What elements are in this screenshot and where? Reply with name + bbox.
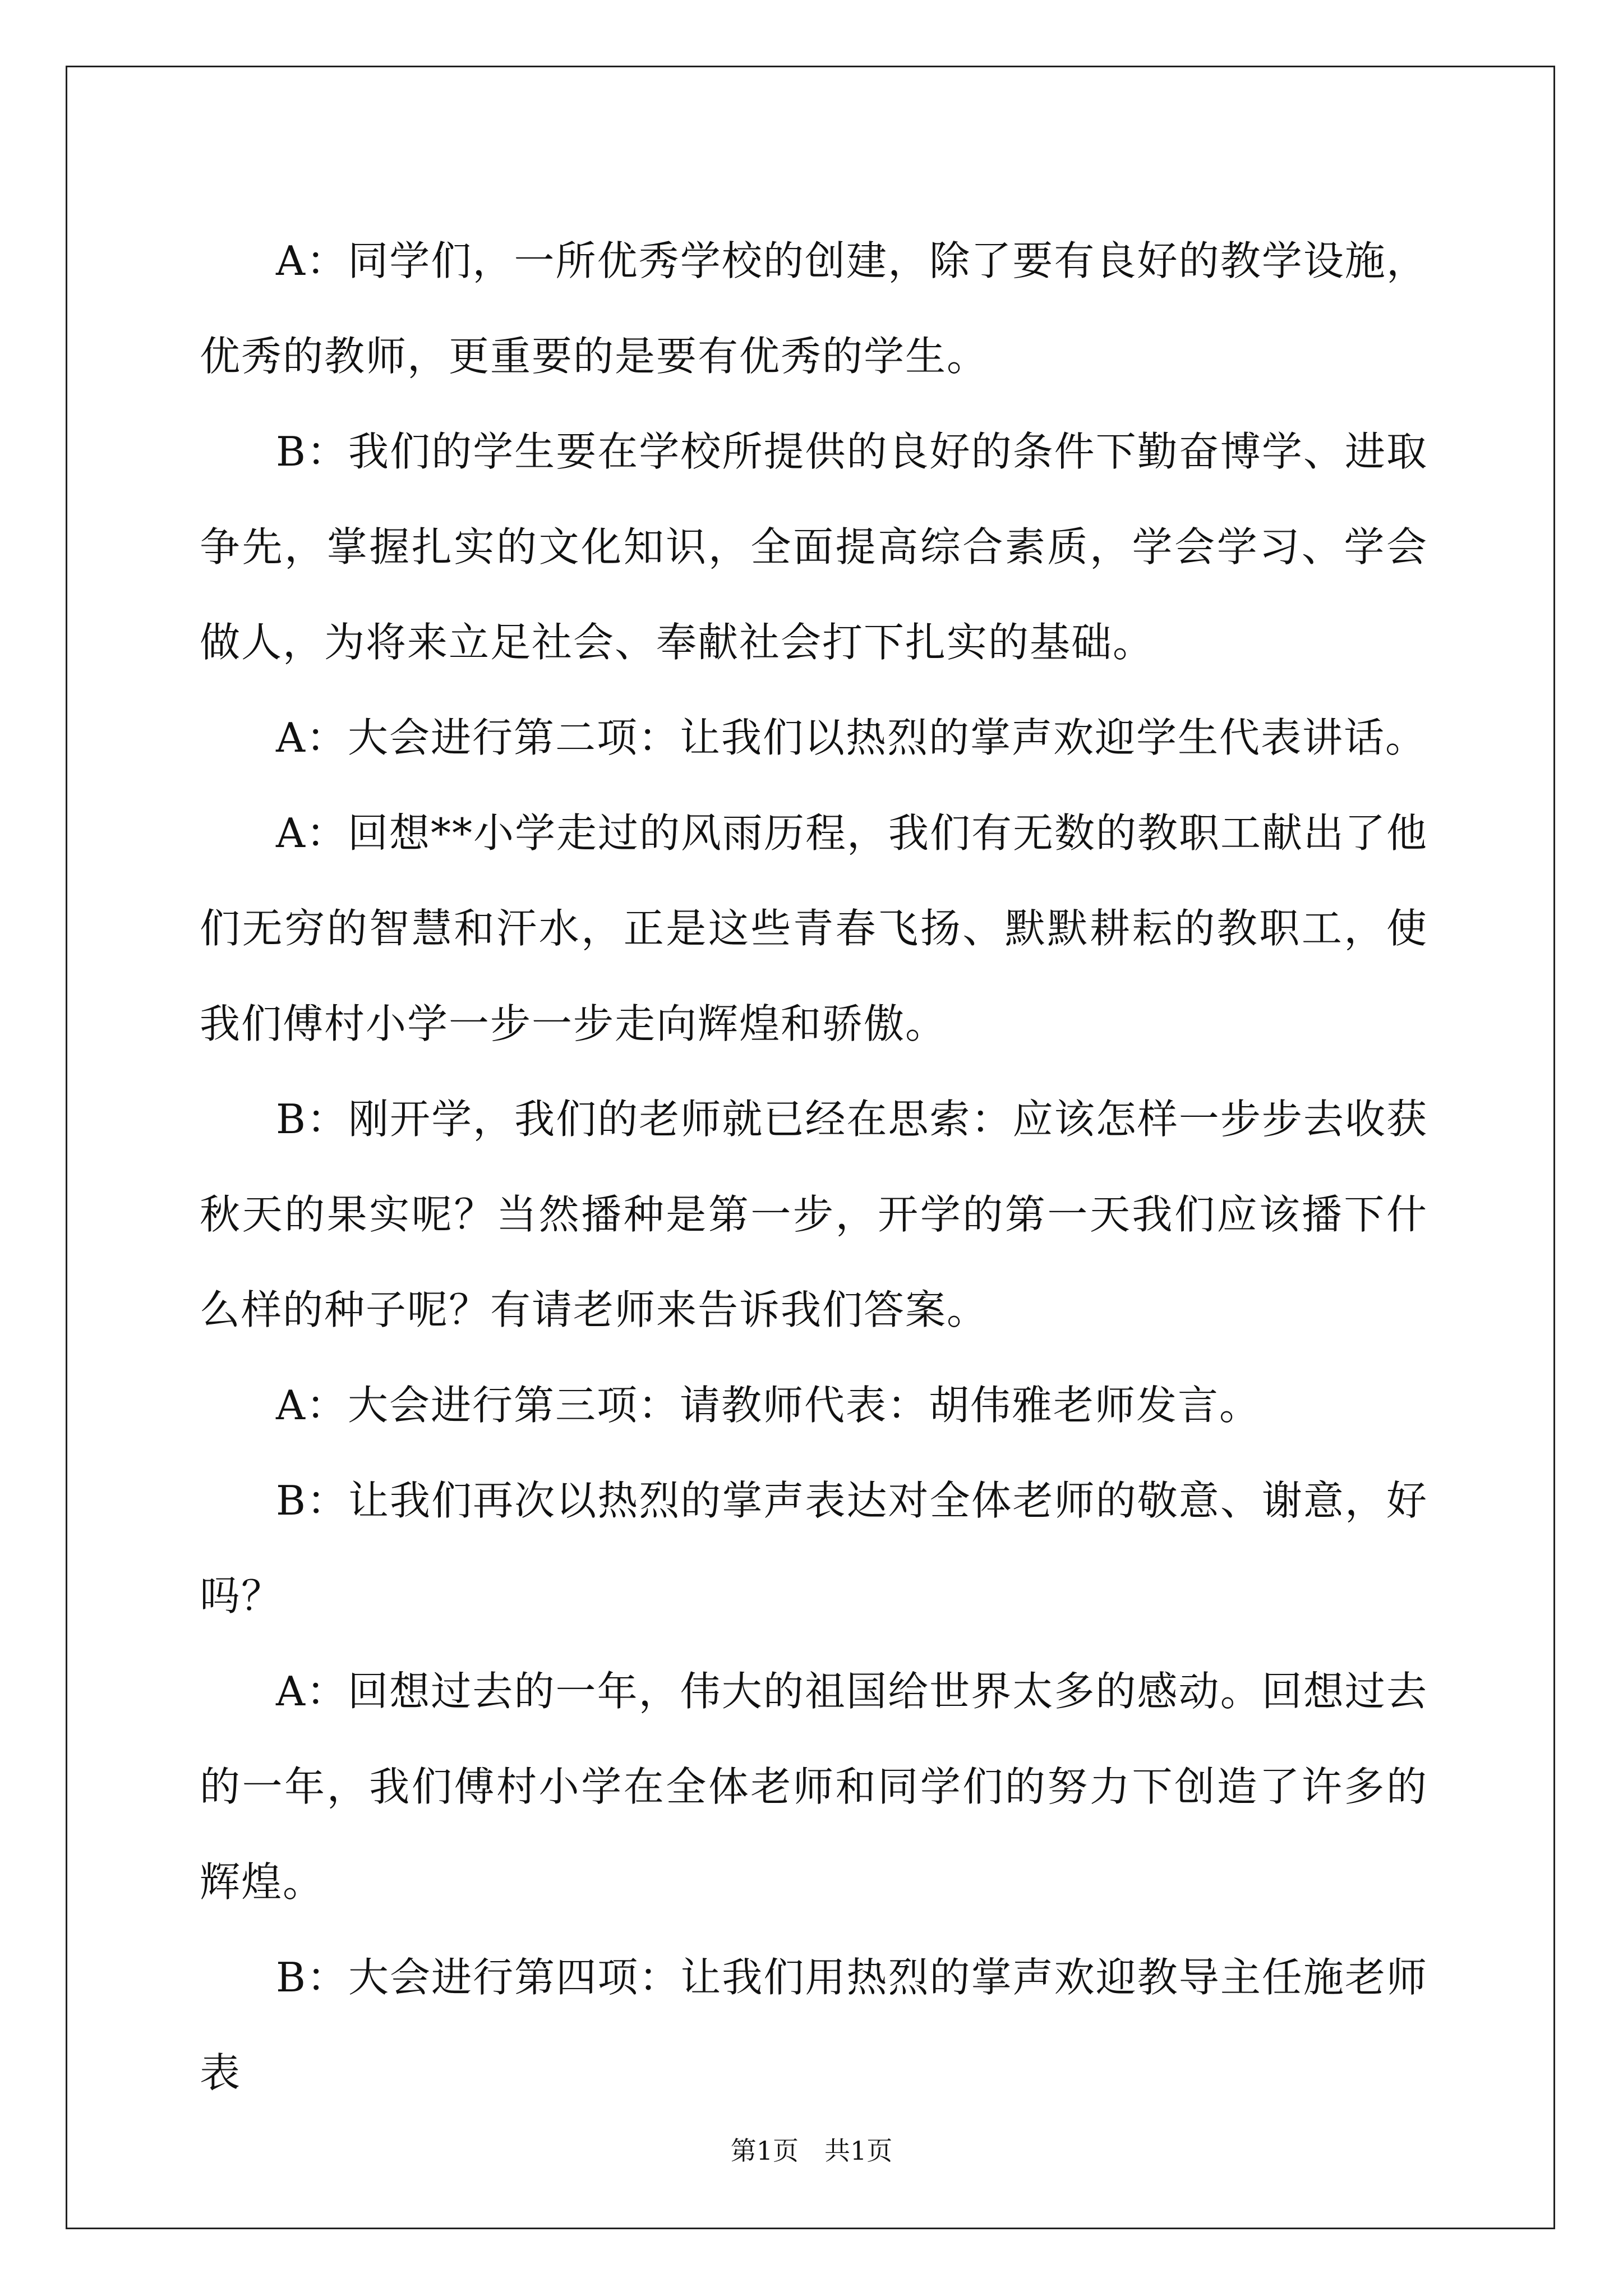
page-number-footer: 第1页 共1页 bbox=[730, 2136, 893, 2166]
paragraph: A：回想**小学走过的风雨历程，我们有无数的教职工献出了他们无穷的智慧和汗水，正是这些青春飞扬、默默耕耘的教职工，使我们傅村小学一步一步走向辉煌和骄傲。 bbox=[200, 809, 1428, 1047]
paragraph: A：同学们，一所优秀学校的创建，除了要有良好的教学设施，优秀的教师，更重要的是要有优秀的学生。 bbox=[200, 237, 1428, 380]
paragraph: A：大会进行第三项：请教师代表：胡伟雅老师发言。 bbox=[276, 1382, 1261, 1429]
paragraph: A：大会进行第二项：让我们以热烈的掌声欢迎学生代表讲话。 bbox=[276, 714, 1427, 761]
paragraph: B：我们的学生要在学校所提供的良好的条件下勤奋博学、进取争先，掌握扎实的文化知识，全面提高综合素质，学会学习、学会做人，为将来立足社会、奉献社会打下扎实的基础。 bbox=[200, 428, 1428, 666]
document-body bbox=[200, 213, 1428, 2120]
paragraph: A：回想过去的一年，伟大的祖国给世界太多的感动。回想过去的一年，我们傅村小学在全体老师和同学们的努力下创造了许多的辉煌。 bbox=[200, 1668, 1428, 1906]
paragraph: B：刚开学，我们的老师就已经在思索：应该怎样一步步去收获秋天的果实呢？当然播种是第一步，开学的第一天我们应该播下什么样的种子呢？有请老师来告诉我们答案。 bbox=[200, 1096, 1428, 1333]
paragraph: B：让我们再次以热烈的掌声表达对全体老师的敬意、谢意，好吗？ bbox=[200, 1477, 1428, 1619]
paragraph: B：大会进行第四项：让我们用热烈的掌声欢迎教导主任施老师表 bbox=[200, 1954, 1428, 2096]
